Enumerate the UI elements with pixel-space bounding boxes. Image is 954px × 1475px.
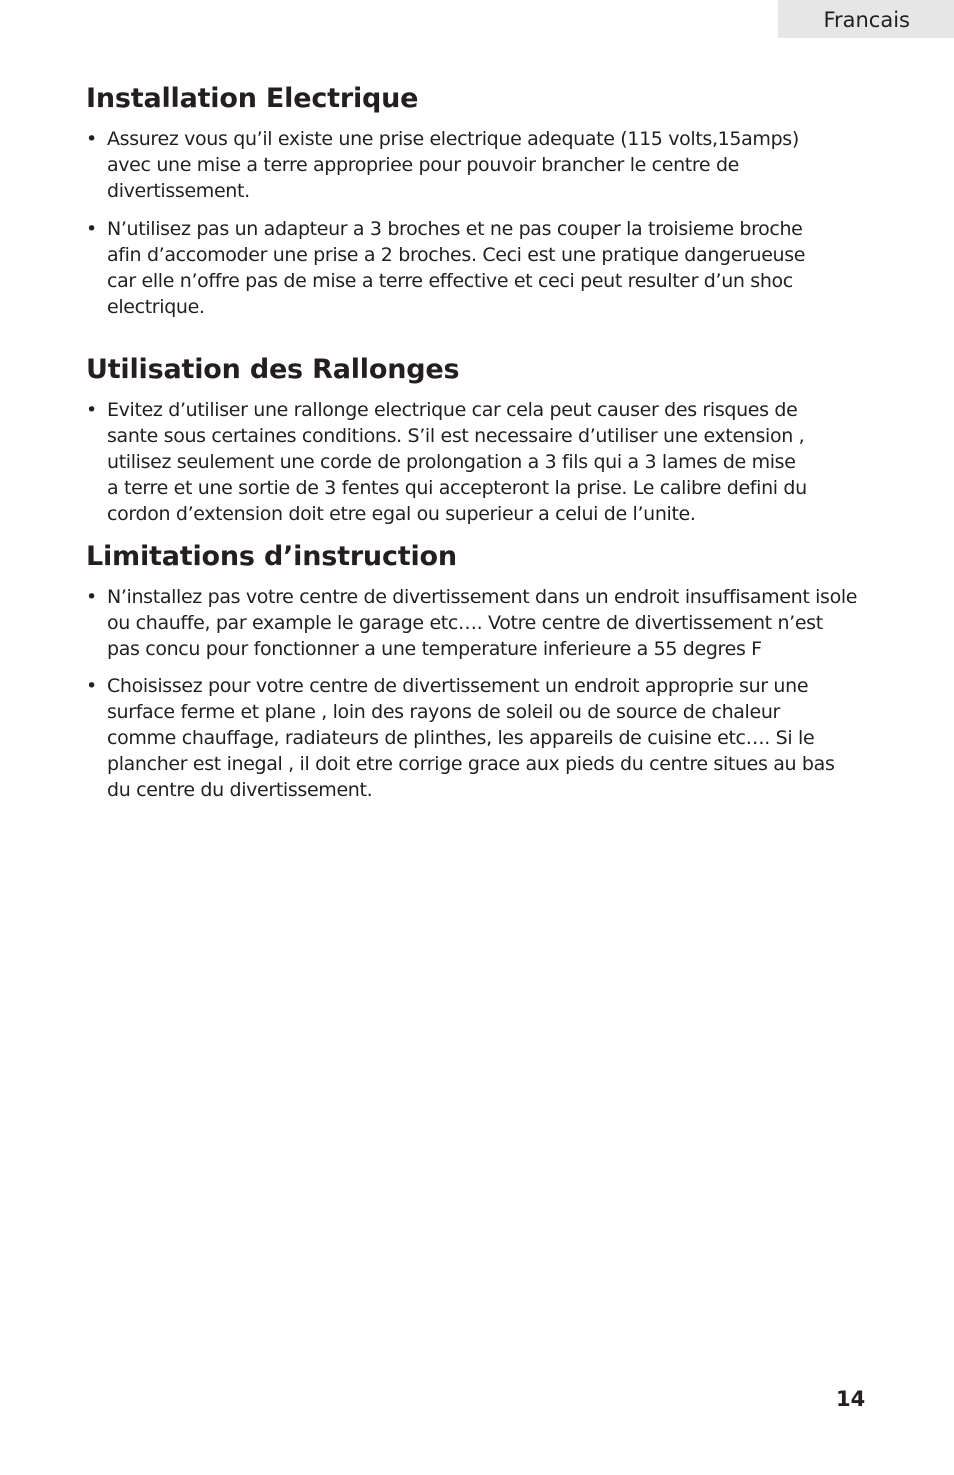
page-number: 14 (836, 1387, 866, 1411)
bullet-item (86, 397, 876, 527)
section-title-utilisation-des-rallonges: Utilisation des Rallonges (86, 354, 460, 385)
bullet-dot: • (86, 128, 98, 150)
bullet-line: pas concu pour fonctionner a une temperature inferieure a 55 degres F (107, 638, 762, 660)
bullet-dot: • (86, 399, 98, 421)
bullet-item (86, 673, 876, 803)
bullet-line: cordon d’extension doit etre egal ou superieur a celui de l’unite. (107, 503, 696, 525)
bullet-line: divertissement. (107, 180, 250, 202)
bullet-line: N’utilisez pas un adapteur a 3 broches et ne pas couper la troisieme broche (107, 218, 803, 240)
bullet-dot: • (86, 218, 98, 240)
bullet-line: sante sous certaines conditions. S’il est necessaire d’utiliser une extension , (107, 425, 805, 447)
bullet-line: comme chauffage, radiateurs de plinthes, les appareils de cuisine etc…. Si le (107, 727, 815, 749)
bullet-line: plancher est inegal , il doit etre corrige grace aux pieds du centre situes au bas (107, 753, 835, 775)
bullet-item (86, 584, 876, 662)
bullet-item (86, 126, 876, 204)
bullet-line: a terre et une sortie de 3 fentes qui accepteront la prise. Le calibre defini du (107, 477, 807, 499)
bullet-line: avec une mise a terre appropriee pour pouvoir brancher le centre de (107, 154, 740, 176)
bullet-line: afin d’accomoder une prise a 2 broches. Ceci est une pratique dangerueuse (107, 244, 806, 266)
bullet-line: du centre du divertissement. (107, 779, 373, 801)
bullet-line: car elle n’offre pas de mise a terre effective et ceci peut resulter d’un shoc (107, 270, 793, 292)
bullet-line: electrique. (107, 296, 205, 318)
bullet-line: utilisez seulement une corde de prolongation a 3 fils qui a 3 lames de mise (107, 451, 796, 473)
bullet-line: Evitez d’utiliser une rallonge electrique car cela peut causer des risques de (107, 399, 798, 421)
language-tab: Francais (778, 0, 954, 38)
bullet-line: Assurez vous qu’il existe une prise electrique adequate (115 volts,15amps) (107, 128, 799, 150)
bullet-line: N’installez pas votre centre de divertissement dans un endroit insuffisament isole (107, 586, 858, 608)
section-title-installation-electrique: Installation Electrique (86, 83, 419, 114)
bullet-dot: • (86, 675, 98, 697)
bullet-line: surface ferme et plane , loin des rayons de soleil ou de source de chaleur (107, 701, 780, 723)
bullet-line: ou chauffe, par example le garage etc…. Votre centre de divertissement n’est (107, 612, 823, 634)
section-title-limitations-instruction: Limitations d’instruction (86, 541, 457, 572)
bullet-line: Choisissez pour votre centre de divertissement un endroit approprie sur une (107, 675, 809, 697)
bullet-item (86, 216, 876, 320)
bullet-dot: • (86, 586, 98, 608)
